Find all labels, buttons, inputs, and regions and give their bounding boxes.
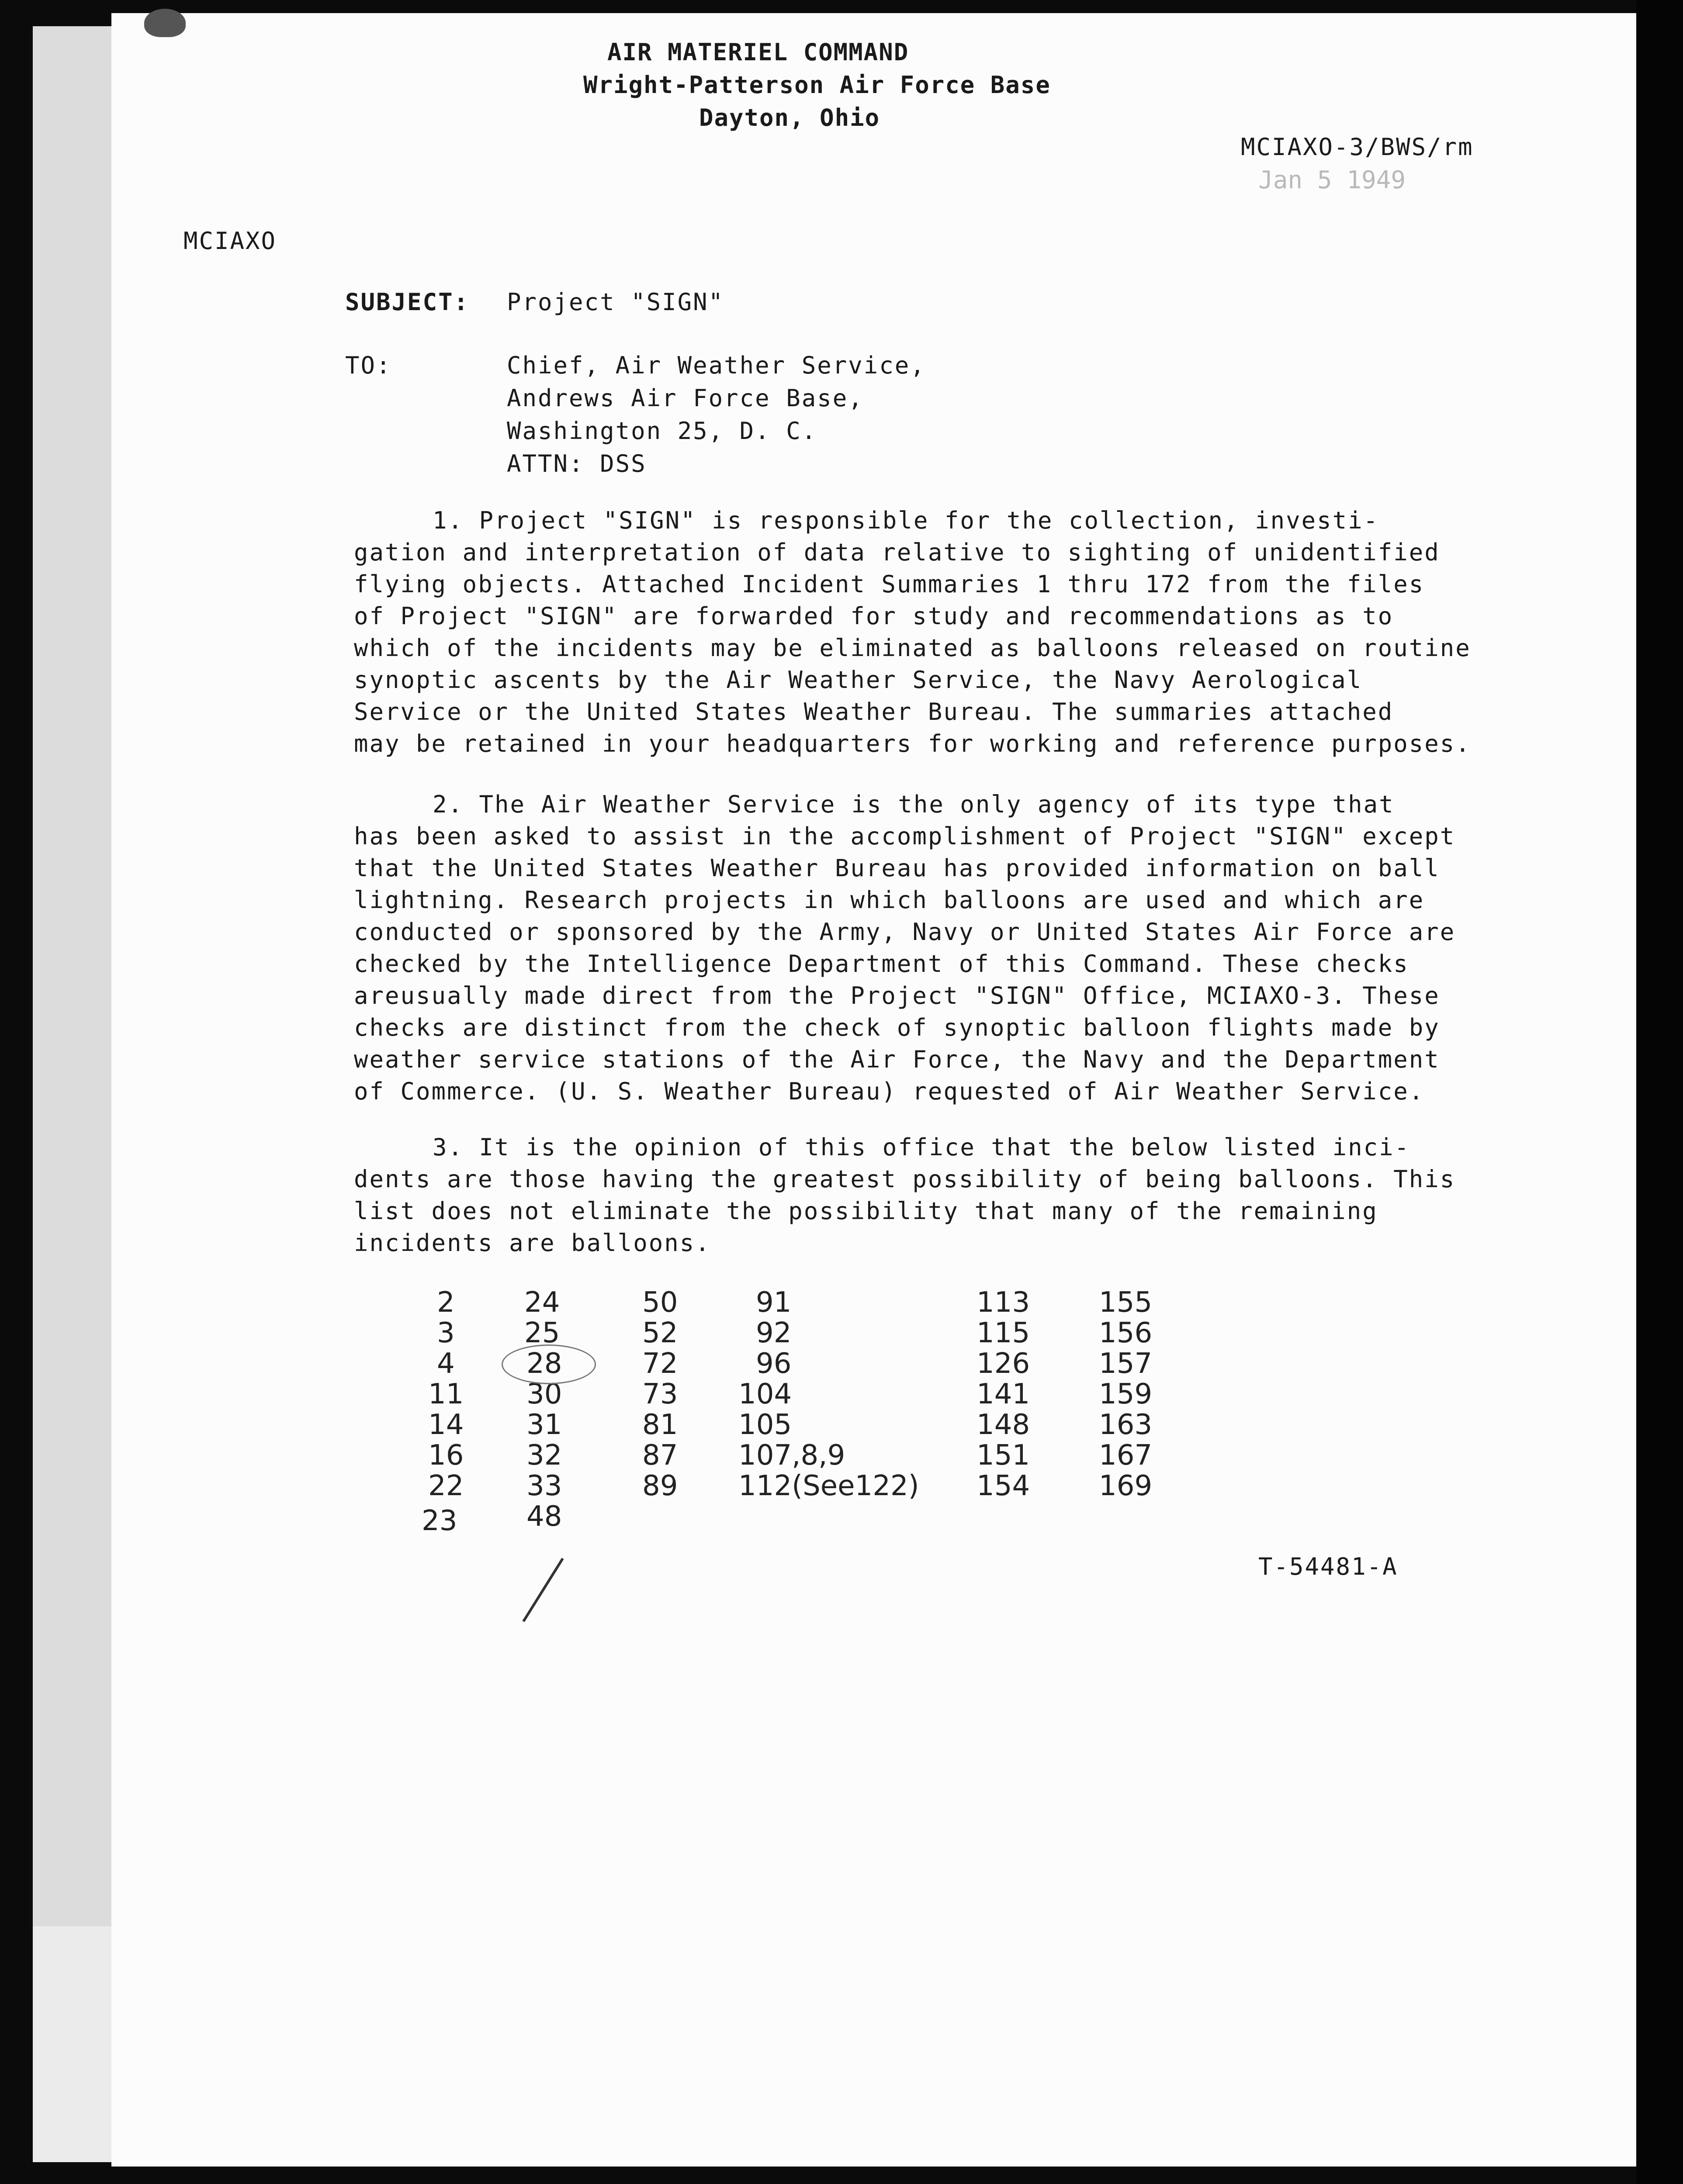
incident-number: 73 [642,1378,678,1410]
incident-number: 112(See122) [738,1470,919,1502]
paragraph-2-line: checked by the Intelligence Department of this Command. These checks [354,950,1409,978]
paragraph-2-line: areusually made direct from the Project "SIGN" Office, MCIAXO-3. These [354,982,1440,1009]
to-line: Washington 25, D. C. [507,417,817,445]
incident-number: 22 [428,1470,464,1502]
subject-label: SUBJECT: [345,288,470,316]
incident-number: 16 [428,1439,464,1472]
incident-number: 48 [526,1500,562,1533]
incident-number: 72 [642,1348,678,1380]
to-label: TO: [345,352,392,379]
incident-number: 148 [977,1409,1030,1441]
corner-mark-icon [144,9,186,37]
paragraph-1-line: flying objects. Attached Incident Summaries 1 thru 172 from the files [354,570,1425,598]
paragraph-3-line: 3. It is the opinion of this office that the below listed inci- [433,1133,1410,1161]
incident-number: 91 [756,1286,792,1319]
paragraph-2-line: lightning. Research projects in which balloons are used and which are [354,886,1425,914]
to-line: Chief, Air Weather Service, [507,352,926,379]
reference-code: MCIAXO-3/BWS/rm [1241,133,1474,161]
incident-number: 105 [738,1409,792,1441]
incident-number: 167 [1099,1439,1153,1472]
circled-incident-marker [502,1344,596,1384]
paragraph-3-line: dents are those having the greatest possibility of being balloons. This [354,1165,1456,1193]
incident-number: 151 [977,1439,1030,1472]
incident-number: 113 [977,1286,1030,1319]
subject-value: Project "SIGN" [507,288,724,316]
photo-shadow-left [33,26,111,2162]
incident-number: 32 [526,1439,562,1472]
incident-number: 155 [1099,1286,1153,1319]
paragraph-3-line: list does not eliminate the possibility that many of the remaining [354,1197,1378,1225]
incident-number: 11 [428,1378,464,1410]
paragraph-1-line: synoptic ascents by the Air Weather Service, the Navy Aerological [354,666,1363,694]
to-line: Andrews Air Force Base, [507,384,864,412]
incident-number: 52 [642,1317,678,1349]
incident-number: 50 [642,1286,678,1319]
incident-number: 126 [977,1348,1030,1380]
incident-number: 23 [422,1505,457,1537]
incident-number: 157 [1099,1348,1153,1380]
incident-number: 163 [1099,1409,1153,1441]
letterhead-line2: Wright-Patterson Air Force Base [583,71,1051,99]
incident-number: 156 [1099,1317,1153,1349]
paragraph-2-line: that the United States Weather Bureau has provided information on ball [354,854,1440,882]
paragraph-3-line: incidents are balloons. [354,1229,711,1257]
letterhead-line3: Dayton, Ohio [699,104,880,131]
incident-number: 81 [642,1409,678,1441]
to-line: ATTN: DSS [507,450,647,477]
incident-number: 141 [977,1378,1030,1410]
scan-border-right [1636,0,1683,2184]
paragraph-1-line: which of the incidents may be eliminated as balloons released on routine [354,634,1471,662]
incident-number: 87 [642,1439,678,1472]
paragraph-2-line: weather service stations of the Air Force, the Navy and the Department [354,1046,1440,1073]
incident-number: 31 [526,1409,562,1441]
paragraph-1-line: gation and interpretation of data relative to sighting of unidentified [354,539,1440,566]
paragraph-1-line: may be retained in your headquarters for working and reference purposes. [354,730,1471,757]
incident-number: 28 [526,1348,562,1380]
incident-number: 115 [977,1317,1030,1349]
incident-number: 96 [756,1348,792,1380]
incident-number: 169 [1099,1470,1153,1502]
paragraph-2-line: 2. The Air Weather Service is the only agency of its type that [433,791,1395,818]
office-symbol: MCIAXO [184,227,277,255]
paragraph-1-line: Service or the United States Weather Bureau. The summaries attached [354,698,1394,726]
letterhead-line1: AIR MATERIEL COMMAND [607,38,909,66]
paragraph-1-line: of Project "SIGN" are forwarded for study and recommendations as to [354,602,1394,630]
incident-number: 4 [437,1348,455,1380]
incident-number: 3 [437,1317,455,1349]
paragraph-2-line: conducted or sponsored by the Army, Navy or United States Air Force are [354,918,1456,946]
incident-number: 159 [1099,1378,1153,1410]
paragraph-2-line: of Commerce. (U. S. Weather Bureau) requested of Air Weather Service. [354,1078,1425,1105]
incident-number: 107,8,9 [738,1439,845,1472]
paragraph-1-line: 1. Project "SIGN" is responsible for the collection, investi- [433,507,1379,534]
incident-number: 24 [524,1286,560,1319]
incident-number: 30 [526,1378,562,1410]
document-number: T-54481-A [1258,1553,1398,1580]
incident-number: 92 [756,1317,792,1349]
incident-number: 89 [642,1470,678,1502]
paragraph-2-line: has been asked to assist in the accomplishment of Project "SIGN" except [354,822,1456,850]
incident-number: 2 [437,1286,455,1319]
incident-number: 14 [428,1409,464,1441]
incident-number: 25 [524,1317,560,1349]
incident-number: 154 [977,1470,1030,1502]
date-stamp: Jan 5 1949 [1258,166,1406,194]
incident-number: 104 [738,1378,792,1410]
paragraph-2-line: checks are distinct from the check of synoptic balloon flights made by [354,1014,1440,1041]
incident-number: 33 [526,1470,562,1502]
